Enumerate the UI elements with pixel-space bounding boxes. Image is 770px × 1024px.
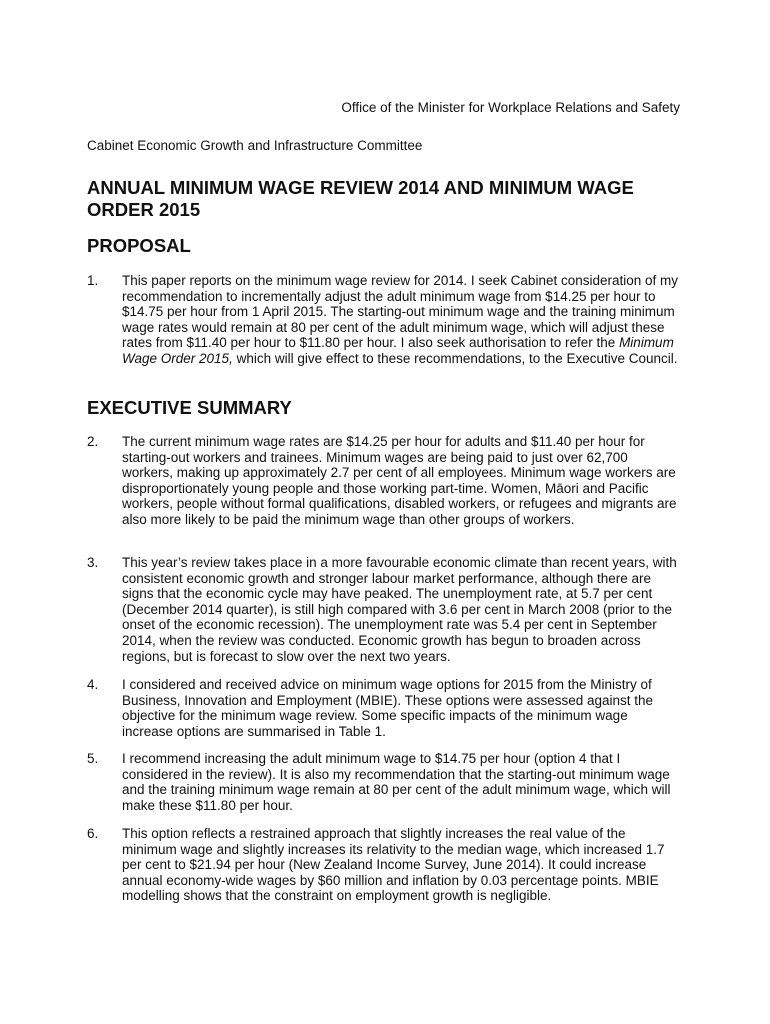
paragraph-text: I considered and received advice on minimum wage options for 2015 from the Ministry of Business, Innovation and Employment (MBIE). These options were assessed against the objective for the minimum wage review. Some specific impacts of the minimum wage increase options are summarised in Table 1. [122, 677, 654, 739]
paragraph-number: 2. [87, 434, 99, 449]
paragraph-number: 4. [87, 677, 99, 692]
paragraph-text: I recommend increasing the adult minimum wage to $14.75 per hour (option 4 that I considered in the review). It is also my recommendation that the starting-out minimum wage and the training minimum wage remain at 80 per cent of the adult minimum wage, which will make these $11.80 per hour. [122, 751, 671, 813]
section-heading-executive-summary: EXECUTIVE SUMMARY [87, 397, 292, 418]
paragraph-text-part: which will give effect to these recommendations, to the Executive Council. [232, 350, 678, 366]
section-heading-proposal: PROPOSAL [87, 235, 191, 256]
paragraph-number: 1. [87, 273, 99, 288]
paragraph-6 [87, 826, 687, 904]
paragraph-number: 3. [87, 555, 99, 570]
paragraph-3 [87, 555, 687, 664]
office-line: Office of the Minister for Workplace Relations and Safety [341, 100, 680, 115]
order-title-italic: Minimum Wage Order 2015, [122, 335, 674, 366]
paragraph-text: This year’s review takes place in a more favourable economic climate than recent years, with consistent economic growth and stronger labour market performance, although there are signs that the economic cycle may have peaked. The unemployment rate, at 5.7 per cent (December 2014 quarter), is still high compared with 3.6 per cent in March 2008 (prior to the onset of the economic recession). The unemployment rate was 5.4 per cent in September 2014, when the review was conducted. Economic growth has begun to broaden across regions, but is forecast to slow over the next two years. [122, 555, 677, 664]
paragraph-text-part: This paper reports on the minimum wage review for 2014. I seek Cabinet consideration of my recommendation to incrementally adjust the adult minimum wage from $14.25 per hour to $14.75 per hour from 1 April 2015. The starting-out minimum wage and the training minimum wage rates would remain at 80 per cent of the adult minimum wage, which will adjust these rates from $11.40 per hour to $11.80 per hour. I also seek authorisation to refer the [122, 273, 679, 351]
paragraph-2 [87, 434, 687, 528]
paragraph-number: 5. [87, 751, 99, 766]
paragraph-text: The current minimum wage rates are $14.25 per hour for adults and $11.40 per hour for starting-out workers and trainees. Minimum wages are being paid to just over 62,700 workers, making up approximately 2.7 per cent of all employees. Minimum wage workers are disproportionately young people and those working part-time. Women, Māori and Pacific workers, people without formal qualifications, disabled workers, or refugees and migrants are also more likely to be paid the minimum wage than other groups of workers. [122, 434, 677, 527]
committee-line: Cabinet Economic Growth and Infrastructure Committee [87, 138, 423, 153]
document-title: ANNUAL MINIMUM WAGE REVIEW 2014 AND MINIMUM WAGE ORDER 2015 [87, 177, 634, 220]
paragraph-text: This option reflects a restrained approach that slightly increases the real value of the minimum wage and slightly increases its relativity to the median wage, which increased 1.7 per cent to $21.94 per hour (New Zealand Income Survey, June 2014). It could increase annual economy-wide wages by $60 million and inflation by 0.03 percentage points. MBIE modelling shows that the constraint on employment growth is negligible. [122, 826, 665, 904]
paragraph-5 [87, 751, 687, 813]
paragraph-4 [87, 677, 687, 739]
paragraph-text [122, 273, 682, 367]
paragraph-1 [87, 273, 687, 367]
paragraph-number: 6. [87, 826, 99, 841]
